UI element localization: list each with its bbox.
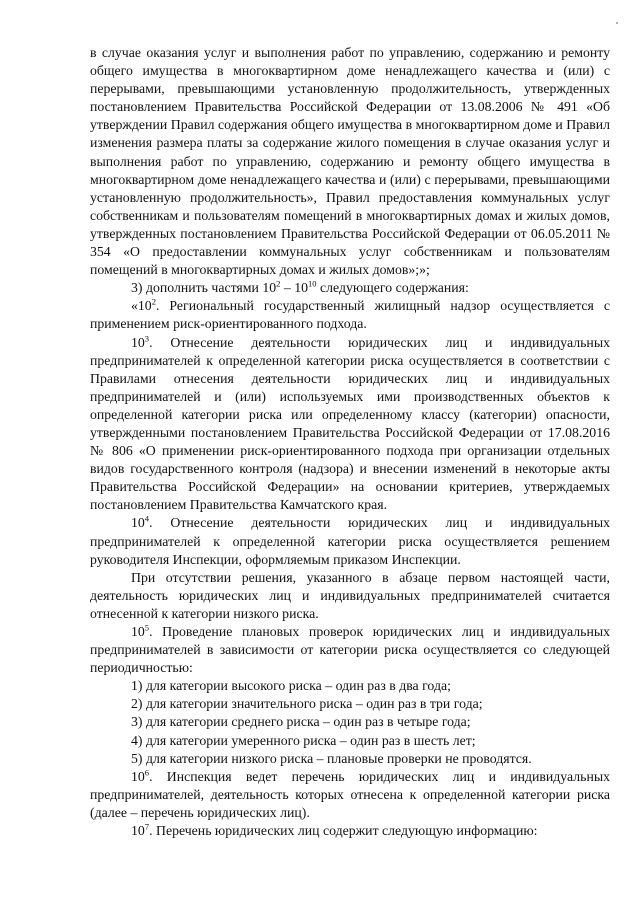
list-item-moderate-risk: 4) для категории умеренного риска – один раз в шесть лет; bbox=[131, 732, 476, 748]
scan-speck bbox=[616, 22, 618, 24]
paragraph-amendment-3: 3) дополнить частями $10^2 - 10^{10}$ следующего содержания: bbox=[131, 278, 469, 296]
paragraph-10-3: $10^3$. Отнесение деятельности юридических лиц и индивидуальных предпринимателей к определенной категории риска осуществляется в соответствии с Правилами отнесения деятельности юридических лиц и индивидуальных предпринимателей и (или) используемых ими производственных объектов к определенной категории риска или определенному классу (категории) опасности, утвержденными постановлением Правительства Российской Федерации от 17.08.2016 № 806 «О применении риск-ориентированного подхода при организации отдельных видов государственного контроля (надзора) и внесении изменений в некоторые акты Правительства Российской Федерации» на основании критериев, утверждаемых постановлением Правительства Камчатского края. bbox=[90, 332, 610, 513]
list-item-high-risk: 1) для категории высокого риска – один раз в два года; bbox=[131, 678, 451, 694]
document-page bbox=[90, 44, 610, 840]
paragraph-10-7: $10^7$. Перечень юридических лиц содержит следующую информацию: bbox=[131, 821, 538, 839]
list-item-medium-risk: 3) для категории среднего риска – один раз в четыре года; bbox=[131, 714, 471, 730]
list-item-significant-risk: 2) для категории значительного риска – один раз в три года; bbox=[131, 696, 483, 712]
paragraph-no-decision: При отсутствии решения, указанного в абзаце первом настоящей части, деятельность юридических лиц и индивидуальных предпринимателей считается отнесенной к категории низкого риска. bbox=[90, 569, 610, 621]
list-item-low-risk: 5) для категории низкого риска – плановые проверки не проводятся. bbox=[131, 750, 532, 766]
paragraph-10-6: $10^6$. Инспекция ведет перечень юридических лиц и индивидуальных предпринимателей, деятельность которых отнесена к определенной категории риска (далее – перечень юридических лиц). bbox=[90, 767, 610, 820]
paragraph-10-5: $10^5$. Проведение плановых проверок юридических лиц и индивидуальных предпринимателей в зависимости от категории риска осуществляется со следующей периодичностью: bbox=[90, 622, 610, 676]
paragraph-1: в случае оказания услуг и выполнения работ по управлению, содержанию и ремонту общего имущества в многоквартирном доме ненадлежащего качества и (или) с перерывами, превышающими установленную продолжительность, утвержденных постановлением Правительства Российской Федерации от 13.08.2006 № 491 «Об утверждении Правил содержания общего имущества в многоквартирном доме и Правил изменения размера платы за содержание жилого помещения в случае оказания услуг и выполнения работ по управлению, содержанию и ремонту общего имущества в многоквартирном доме ненадлежащего качества и (или) с перерывами, превышающими установленную продолжительность», Правил предоставления коммунальных услуг собственникам и пользователям помещений в многоквартирных домах и жилых домов, утвержденных постановлением Правительства Российской Федерации от 06.05.2011 № 354 «О предоставлении коммунальных услуг собственникам и пользователям помещений в многоквартирных домах и жилых домов»;»; bbox=[90, 45, 610, 278]
paragraph-10-4: $10^4$. Отнесение деятельности юридических лиц и индивидуальных предпринимателей к определенной категории риска осуществляется решением руководителя Инспекции, оформляемым приказом Инспекции. bbox=[90, 513, 610, 567]
paragraph-10-2: «$10^2$. Региональный государственный жилищный надзор осуществляется с применением риск-ориентированного подхода. bbox=[90, 296, 610, 332]
